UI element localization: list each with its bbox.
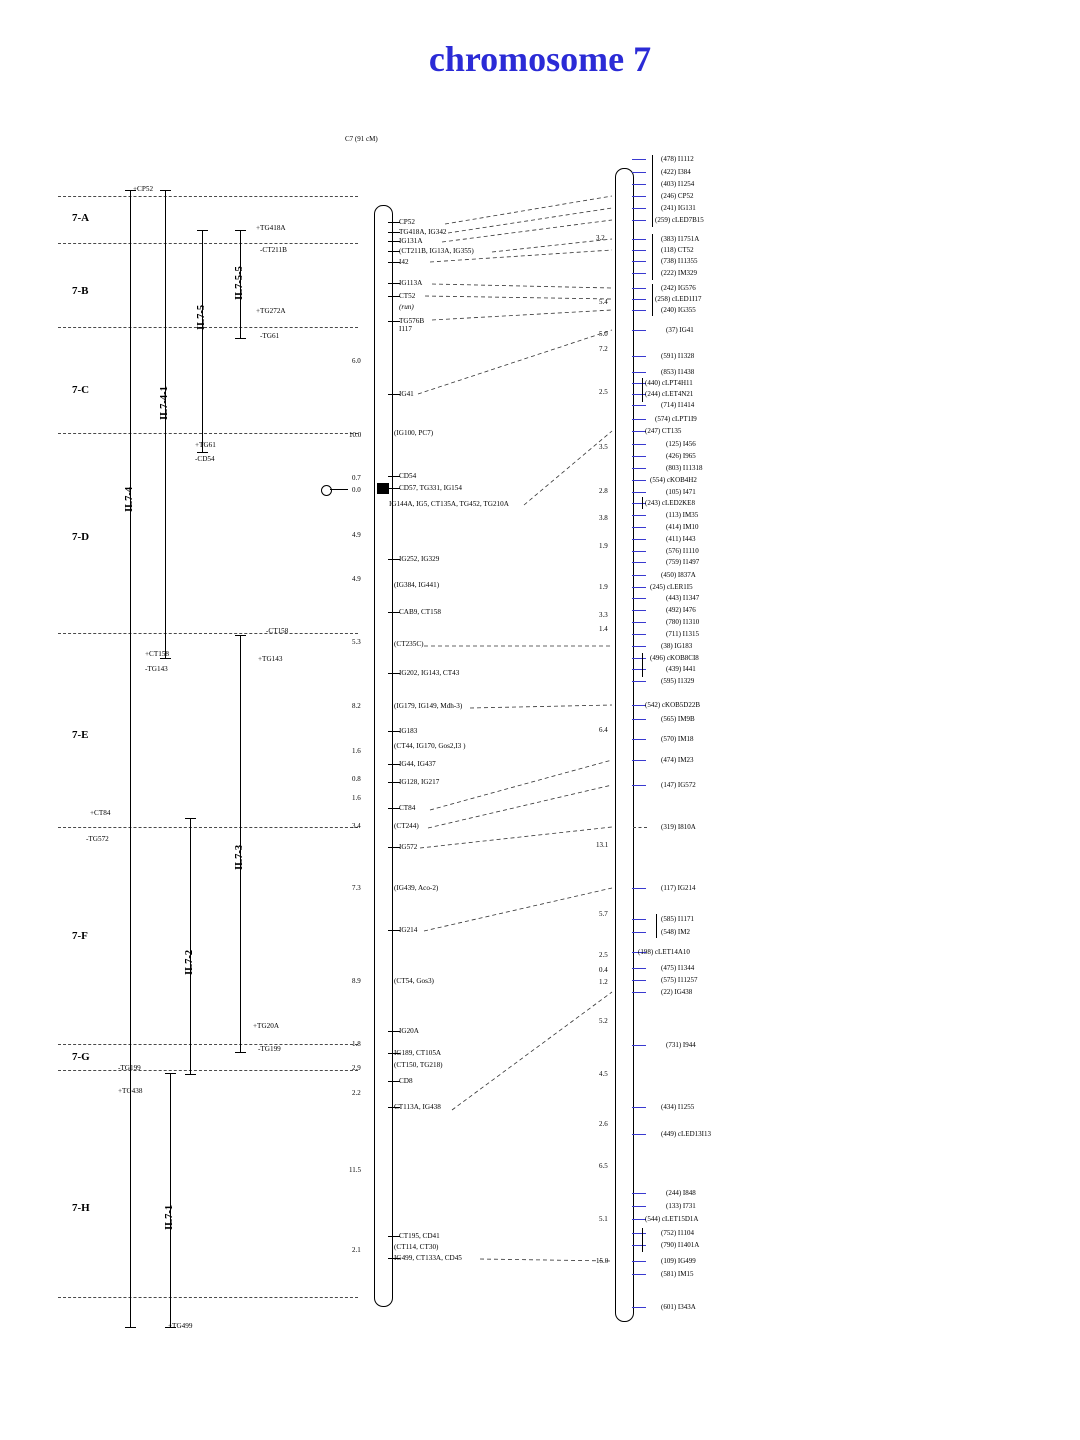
physical-marker: (403) I1254 <box>661 180 695 188</box>
il7-5-cap-top <box>197 230 208 231</box>
physical-tick <box>632 184 646 185</box>
il7-4-1-bar <box>165 190 166 658</box>
physical-tick <box>632 172 646 173</box>
physical-tick <box>632 551 646 552</box>
physical-marker: (478) I1112 <box>661 155 694 163</box>
physical-tick <box>632 444 646 445</box>
physical-marker: (414) IM10 <box>666 523 699 531</box>
physical-marker: (790) I1401A <box>661 1241 700 1249</box>
marker-group-brace <box>652 155 653 227</box>
physical-tick <box>632 394 646 395</box>
physical-tick <box>632 1233 646 1234</box>
endpoint-label: +TG143 <box>258 655 283 663</box>
physical-tick <box>632 492 646 493</box>
physical-tick <box>632 1261 646 1262</box>
physical-distance: 2.8 <box>599 487 608 495</box>
physical-tick <box>632 527 646 528</box>
region-separator <box>58 433 358 434</box>
physical-tick <box>632 356 646 357</box>
marker-group-brace <box>642 497 643 509</box>
map-marker: IG252, IG329 <box>399 555 440 563</box>
physical-marker: (475) I1344 <box>661 964 695 972</box>
physical-marker: (109) IG499 <box>661 1257 696 1265</box>
physical-marker: (383) I1751A <box>661 235 700 243</box>
map-marker: (CT211B, IG13A, IG355) <box>399 247 474 255</box>
physical-tick <box>632 273 646 274</box>
map-marker: (IG439, Aco-2) <box>394 884 439 892</box>
endpoint-label: +CP52 <box>133 185 154 193</box>
physical-tick <box>632 250 646 251</box>
map-distance: 0.7 <box>352 474 361 482</box>
il7-1-cap-top <box>165 1073 176 1074</box>
il7-1-bar <box>170 1073 171 1328</box>
physical-marker: (105) I471 <box>666 488 696 496</box>
physical-marker: (246) CP52 <box>661 192 694 200</box>
il7-4-1-cap-bottom <box>160 658 171 659</box>
map-distance: 2.1 <box>352 1246 361 1254</box>
physical-tick <box>632 888 646 889</box>
physical-tick <box>632 405 646 406</box>
physical-distance: 13.1 <box>596 841 609 849</box>
physical-tick <box>632 658 646 659</box>
il7-5-5-cap-top <box>235 230 246 231</box>
map-marker: (IG179, IG149, Mdh-3) <box>394 702 463 710</box>
physical-tick <box>632 310 646 311</box>
il7-2-cap-bottom <box>185 1074 196 1075</box>
physical-distance: 5.1 <box>599 1215 608 1223</box>
physical-distance: 4.5 <box>599 1070 608 1078</box>
map-marker: CT52 <box>399 292 416 300</box>
physical-distance: 2.5 <box>599 951 608 959</box>
region-label-7g: 7-G <box>72 1051 90 1063</box>
physical-marker: (575) I11257 <box>661 976 698 984</box>
region-label-7h: 7-H <box>72 1202 90 1214</box>
group-label-il7-5: IL7-5 <box>196 304 207 330</box>
endpoint-label: -CT211B <box>260 246 287 254</box>
map-marker: IG41 <box>399 390 414 398</box>
physical-distance: 3.5 <box>599 443 608 451</box>
endpoint-label: +TG272A <box>256 307 286 315</box>
physical-marker: (243) cLED2KE8 <box>645 499 695 507</box>
map-marker: IG572 <box>399 843 418 851</box>
map-marker: CP52 <box>399 218 415 226</box>
region-separator <box>58 633 358 634</box>
physical-marker: (581) IM15 <box>661 1270 694 1278</box>
endpoint-label: +CT84 <box>90 809 111 817</box>
physical-marker: (595) I1329 <box>661 677 695 685</box>
physical-tick <box>632 431 646 432</box>
physical-tick <box>632 468 646 469</box>
map-marker: IG202, IG143, CT43 <box>399 669 460 677</box>
il7-2-bar <box>190 818 191 1074</box>
endpoint-label: +TG20A <box>253 1022 280 1030</box>
region-separator <box>58 196 358 197</box>
region-label-7e: 7-E <box>72 729 89 741</box>
physical-tick <box>632 261 646 262</box>
physical-tick <box>632 539 646 540</box>
physical-marker: (542) cKOB5D22B <box>645 701 701 709</box>
map-marker: (CT244) <box>394 822 419 830</box>
physical-distance: 1.2 <box>599 978 608 986</box>
map-distance: 7.3 <box>352 884 361 892</box>
map-marker: (IG100, PC7) <box>394 429 434 437</box>
map-marker: (run) <box>399 303 414 311</box>
map-marker: (CT44, IG170, Gos2,I3 ) <box>394 742 466 750</box>
physical-tick <box>632 575 646 576</box>
page-title: chromosome 7 <box>428 39 652 79</box>
physical-tick <box>632 669 646 670</box>
centromere-marker-dot <box>321 485 332 496</box>
region-separator <box>58 327 358 328</box>
physical-tick <box>632 480 646 481</box>
map-marker: IG131A <box>399 237 423 245</box>
il7-4-bar <box>130 190 131 1327</box>
map-marker: I117 <box>399 325 412 333</box>
map-distance: 0.8 <box>352 775 361 783</box>
map-distance: 2.9 <box>352 1064 361 1072</box>
map-marker: (CT54, Gos3) <box>394 977 434 985</box>
endpoint-label: -CT158 <box>266 627 289 635</box>
physical-tick <box>632 992 646 993</box>
physical-tick <box>632 1219 646 1220</box>
map-distance: 1.6 <box>352 794 361 802</box>
physical-tick <box>632 980 646 981</box>
physical-tick <box>632 515 646 516</box>
physical-map-bar <box>615 168 634 1322</box>
physical-distance: 5.2 <box>599 1017 608 1025</box>
physical-marker: (245) cLER1I5 <box>650 583 693 591</box>
group-label-il7-3: IL7-3 <box>234 844 245 870</box>
physical-marker: (601) I343A <box>661 1303 696 1311</box>
physical-marker: (714) I1414 <box>661 401 695 409</box>
endpoint-label: +TG418A <box>256 224 286 232</box>
physical-distance: 2.6 <box>599 1120 608 1128</box>
marker-group-brace <box>652 234 653 280</box>
endpoint-label: +TG438 <box>118 1087 143 1095</box>
marker-group-brace <box>642 653 643 677</box>
map-distance: 4.9 <box>352 531 361 539</box>
physical-marker: (450) I837A <box>661 571 696 579</box>
physical-marker: (853) I1438 <box>661 368 695 376</box>
physical-marker: (570) IM18 <box>661 735 694 743</box>
physical-tick <box>632 1206 646 1207</box>
map-distance: 1.8 <box>352 1040 361 1048</box>
physical-tick <box>632 598 646 599</box>
physical-marker: (22) IG438 <box>661 988 693 996</box>
marker-group-brace <box>652 284 653 316</box>
il7-4-cap-bottom <box>125 1327 136 1328</box>
il7-5-bar <box>202 230 203 452</box>
marker-group-brace <box>642 1228 643 1252</box>
map-marker: (CT150, TG218) <box>394 1061 443 1069</box>
physical-tick <box>632 383 646 384</box>
physical-marker: (803) I11318 <box>666 464 703 472</box>
physical-tick <box>632 610 646 611</box>
physical-tick <box>632 1134 646 1135</box>
endpoint-label: +TG499 <box>168 1322 193 1330</box>
physical-marker: (244) I848 <box>666 1189 696 1197</box>
group-label-il7-4: IL7-4 <box>124 486 135 512</box>
physical-tick <box>632 419 646 420</box>
physical-tick <box>632 968 646 969</box>
map-marker: TG418A, IG342 <box>399 228 447 236</box>
physical-marker: (759) I1497 <box>666 558 700 566</box>
physical-marker: (319) I810A <box>661 823 696 831</box>
map-distance: 1.6 <box>352 747 361 755</box>
physical-marker: (38) IG183 <box>661 642 693 650</box>
map-marker: CT113A, IG438 <box>394 1103 441 1111</box>
map-marker: CT84 <box>399 804 416 812</box>
physical-marker: (738) I11355 <box>661 257 698 265</box>
map-marker: IG189, CT105A <box>394 1049 442 1057</box>
endpoint-label: -CD54 <box>195 455 215 463</box>
physical-distance: 1.9 <box>599 542 608 550</box>
il7-4-1-cap-top <box>160 190 171 191</box>
map-marker: TG576B <box>399 317 425 325</box>
physical-tick <box>632 1107 646 1108</box>
physical-tick-dashed <box>633 827 647 828</box>
physical-marker: (449) cLED13I13 <box>661 1130 711 1138</box>
physical-tick <box>632 1245 646 1246</box>
physical-tick <box>632 622 646 623</box>
map-distance: 6.0 <box>352 357 361 365</box>
physical-distance: 1.4 <box>599 625 608 633</box>
map-distance: 2.2 <box>352 1089 361 1097</box>
physical-distance: 5.7 <box>599 910 608 918</box>
il7-3-cap-bottom <box>235 1052 246 1053</box>
endpoint-label: +CT158 <box>145 650 170 658</box>
physical-tick <box>632 1307 646 1308</box>
physical-marker: (544) cLET15D1A <box>645 1215 699 1223</box>
physical-marker: (411) I443 <box>666 535 696 543</box>
physical-marker: (440) cLPT4H11 <box>645 379 693 387</box>
endpoint-label: -TG199 <box>118 1064 141 1072</box>
physical-marker: (574) cLPT1I9 <box>655 415 697 423</box>
physical-tick <box>632 634 646 635</box>
map-distance: 0.0 <box>352 486 361 494</box>
physical-marker: (439) I441 <box>666 665 696 673</box>
physical-marker: (548) IM2 <box>661 928 690 936</box>
endpoint-label: -TG61 <box>260 332 280 340</box>
physical-marker: (198) cLET14A10 <box>638 948 690 956</box>
physical-tick <box>632 159 646 160</box>
map-marker: (IG384, IG441) <box>394 581 440 589</box>
physical-distance: 2.5 <box>599 388 608 396</box>
endpoint-label: -TG199 <box>258 1045 281 1053</box>
map-distance: 8.2 <box>352 702 361 710</box>
physical-tick <box>632 739 646 740</box>
region-label-7f: 7-F <box>72 930 88 942</box>
physical-tick <box>632 299 646 300</box>
physical-tick <box>632 196 646 197</box>
map-marker: IG44, IG437 <box>399 760 436 768</box>
physical-marker: (241) IG131 <box>661 204 696 212</box>
physical-marker: (492) I476 <box>666 606 696 614</box>
physical-tick <box>632 705 646 706</box>
physical-marker: (240) IG355 <box>661 306 696 314</box>
physical-marker: (259) cLED7B15 <box>655 216 704 224</box>
physical-marker: (434) I1255 <box>661 1103 695 1111</box>
centromere-pointer <box>330 489 348 490</box>
il7-3-bar <box>240 635 241 1052</box>
group-label-il7-2: IL7-2 <box>184 949 195 975</box>
physical-tick <box>632 932 646 933</box>
physical-tick <box>632 288 646 289</box>
physical-marker: (554) cKOB4H2 <box>650 476 697 484</box>
physical-tick <box>632 1274 646 1275</box>
il7-3-cap-top <box>235 635 246 636</box>
region-separator <box>58 243 358 244</box>
physical-marker: (443) I1347 <box>666 594 700 602</box>
physical-marker: (258) cLED1I17 <box>655 295 702 303</box>
physical-marker: (117) IG214 <box>661 884 696 892</box>
region-separator <box>58 827 358 828</box>
map-marker: CD57, TG331, IG154 <box>399 484 462 492</box>
map-marker: CD8 <box>399 1077 413 1085</box>
map-marker: CT195, CD41 <box>399 1232 440 1240</box>
physical-marker: (244) cLET4N21 <box>645 390 694 398</box>
marker-group-brace <box>656 914 657 938</box>
physical-tick <box>632 503 646 504</box>
map-marker: (CT114, CT30) <box>394 1243 439 1251</box>
group-label-il7-1: IL7-1 <box>164 1204 175 1230</box>
physical-tick <box>632 785 646 786</box>
map-marker: IG499, CT133A, CD45 <box>394 1254 462 1262</box>
physical-marker: (576) I1110 <box>666 547 699 555</box>
group-label-il7-4-1: IL7-4-1 <box>159 386 170 420</box>
physical-distance: 6.4 <box>599 726 608 734</box>
map-marker: IG128, IG217 <box>399 778 440 786</box>
physical-tick <box>632 1193 646 1194</box>
physical-distance: 5.0 <box>599 330 608 338</box>
physical-marker: (113) IM35 <box>666 511 699 519</box>
physical-marker: (474) IM23 <box>661 756 694 764</box>
physical-tick <box>632 919 646 920</box>
physical-tick <box>632 239 646 240</box>
region-label-7d: 7-D <box>72 531 90 543</box>
il7-2-cap-top <box>185 818 196 819</box>
physical-marker: (752) I1104 <box>661 1229 694 1237</box>
endpoint-label: -TG572 <box>86 835 109 843</box>
physical-tick <box>632 208 646 209</box>
physical-distance: 1.9 <box>599 583 608 591</box>
map-distance: 3.4 <box>352 822 361 830</box>
endpoint-label: -TG143 <box>145 665 168 673</box>
map-distance: 8.9 <box>352 977 361 985</box>
physical-marker: (422) I384 <box>661 168 691 176</box>
physical-distance: 6.5 <box>599 1162 608 1170</box>
genetic-map-bar <box>374 205 393 1307</box>
physical-marker: (247) CT135 <box>645 427 682 435</box>
physical-distance: 3.3 <box>599 611 608 619</box>
map-header: C7 (91 cM) <box>345 135 378 143</box>
physical-tick <box>632 562 646 563</box>
physical-tick <box>632 456 646 457</box>
physical-distance: 15.0 <box>596 1257 609 1265</box>
physical-marker: (242) IG576 <box>661 284 696 292</box>
map-marker: IG113A <box>399 279 423 287</box>
physical-tick <box>632 1045 646 1046</box>
physical-marker: (565) IM9B <box>661 715 695 723</box>
physical-tick <box>632 646 646 647</box>
marker-group-brace <box>642 378 643 402</box>
physical-tick <box>632 760 646 761</box>
physical-marker: (591) I1328 <box>661 352 695 360</box>
map-distance: 5.3 <box>352 638 361 646</box>
region-label-7a: 7-A <box>72 212 90 224</box>
physical-tick <box>632 587 646 588</box>
map-marker: IG183 <box>399 727 418 735</box>
il7-5-cap-bottom <box>197 452 208 453</box>
physical-tick <box>632 220 646 221</box>
physical-marker: (118) CT52 <box>661 246 694 254</box>
physical-marker: (147) IG572 <box>661 781 696 789</box>
region-label-7c: 7-C <box>72 384 90 396</box>
physical-distance: 0.4 <box>599 966 608 974</box>
map-marker: IG20A <box>399 1027 419 1035</box>
physical-marker: (125) I456 <box>666 440 696 448</box>
region-label-7b: 7-B <box>72 285 89 297</box>
physical-distance: 3.8 <box>599 514 608 522</box>
physical-marker: (426) I965 <box>666 452 696 460</box>
physical-distance: 5.4 <box>599 298 608 306</box>
il7-5-5-cap-bottom <box>235 338 246 339</box>
physical-marker: (133) I731 <box>666 1202 696 1210</box>
endpoint-label: +TG61 <box>195 441 216 449</box>
physical-tick <box>632 330 646 331</box>
region-separator <box>58 1044 358 1045</box>
map-marker: CAB9, CT158 <box>399 608 441 616</box>
map-marker: IG214 <box>399 926 418 934</box>
map-distance: 4.9 <box>352 575 361 583</box>
physical-tick <box>632 372 646 373</box>
physical-marker: (585) I1171 <box>661 915 694 923</box>
map-distance: 11.5 <box>349 1166 361 1174</box>
physical-marker: (731) I944 <box>666 1041 696 1049</box>
physical-marker: (222) IM329 <box>661 269 697 277</box>
map-marker: IG144A, IG5, CT135A, TG452, TG210A <box>389 500 509 508</box>
physical-distance: 3.2 <box>596 234 605 242</box>
physical-distance: 7.2 <box>599 345 608 353</box>
physical-marker: (711) I1315 <box>666 630 699 638</box>
physical-marker: (780) I1310 <box>666 618 700 626</box>
region-separator <box>58 1070 358 1071</box>
physical-marker: (496) cKOB8CI8 <box>650 654 699 662</box>
physical-marker: (37) IG41 <box>666 326 694 334</box>
map-marker: (CT235C) <box>394 640 424 648</box>
map-marker: I42 <box>399 258 409 266</box>
physical-tick <box>632 681 646 682</box>
map-distance: 10.0 <box>349 431 362 439</box>
physical-tick <box>632 719 646 720</box>
map-marker: CD54 <box>399 472 417 480</box>
group-label-il7-5-5: IL7-5-5 <box>234 266 245 300</box>
region-separator <box>58 1297 358 1298</box>
